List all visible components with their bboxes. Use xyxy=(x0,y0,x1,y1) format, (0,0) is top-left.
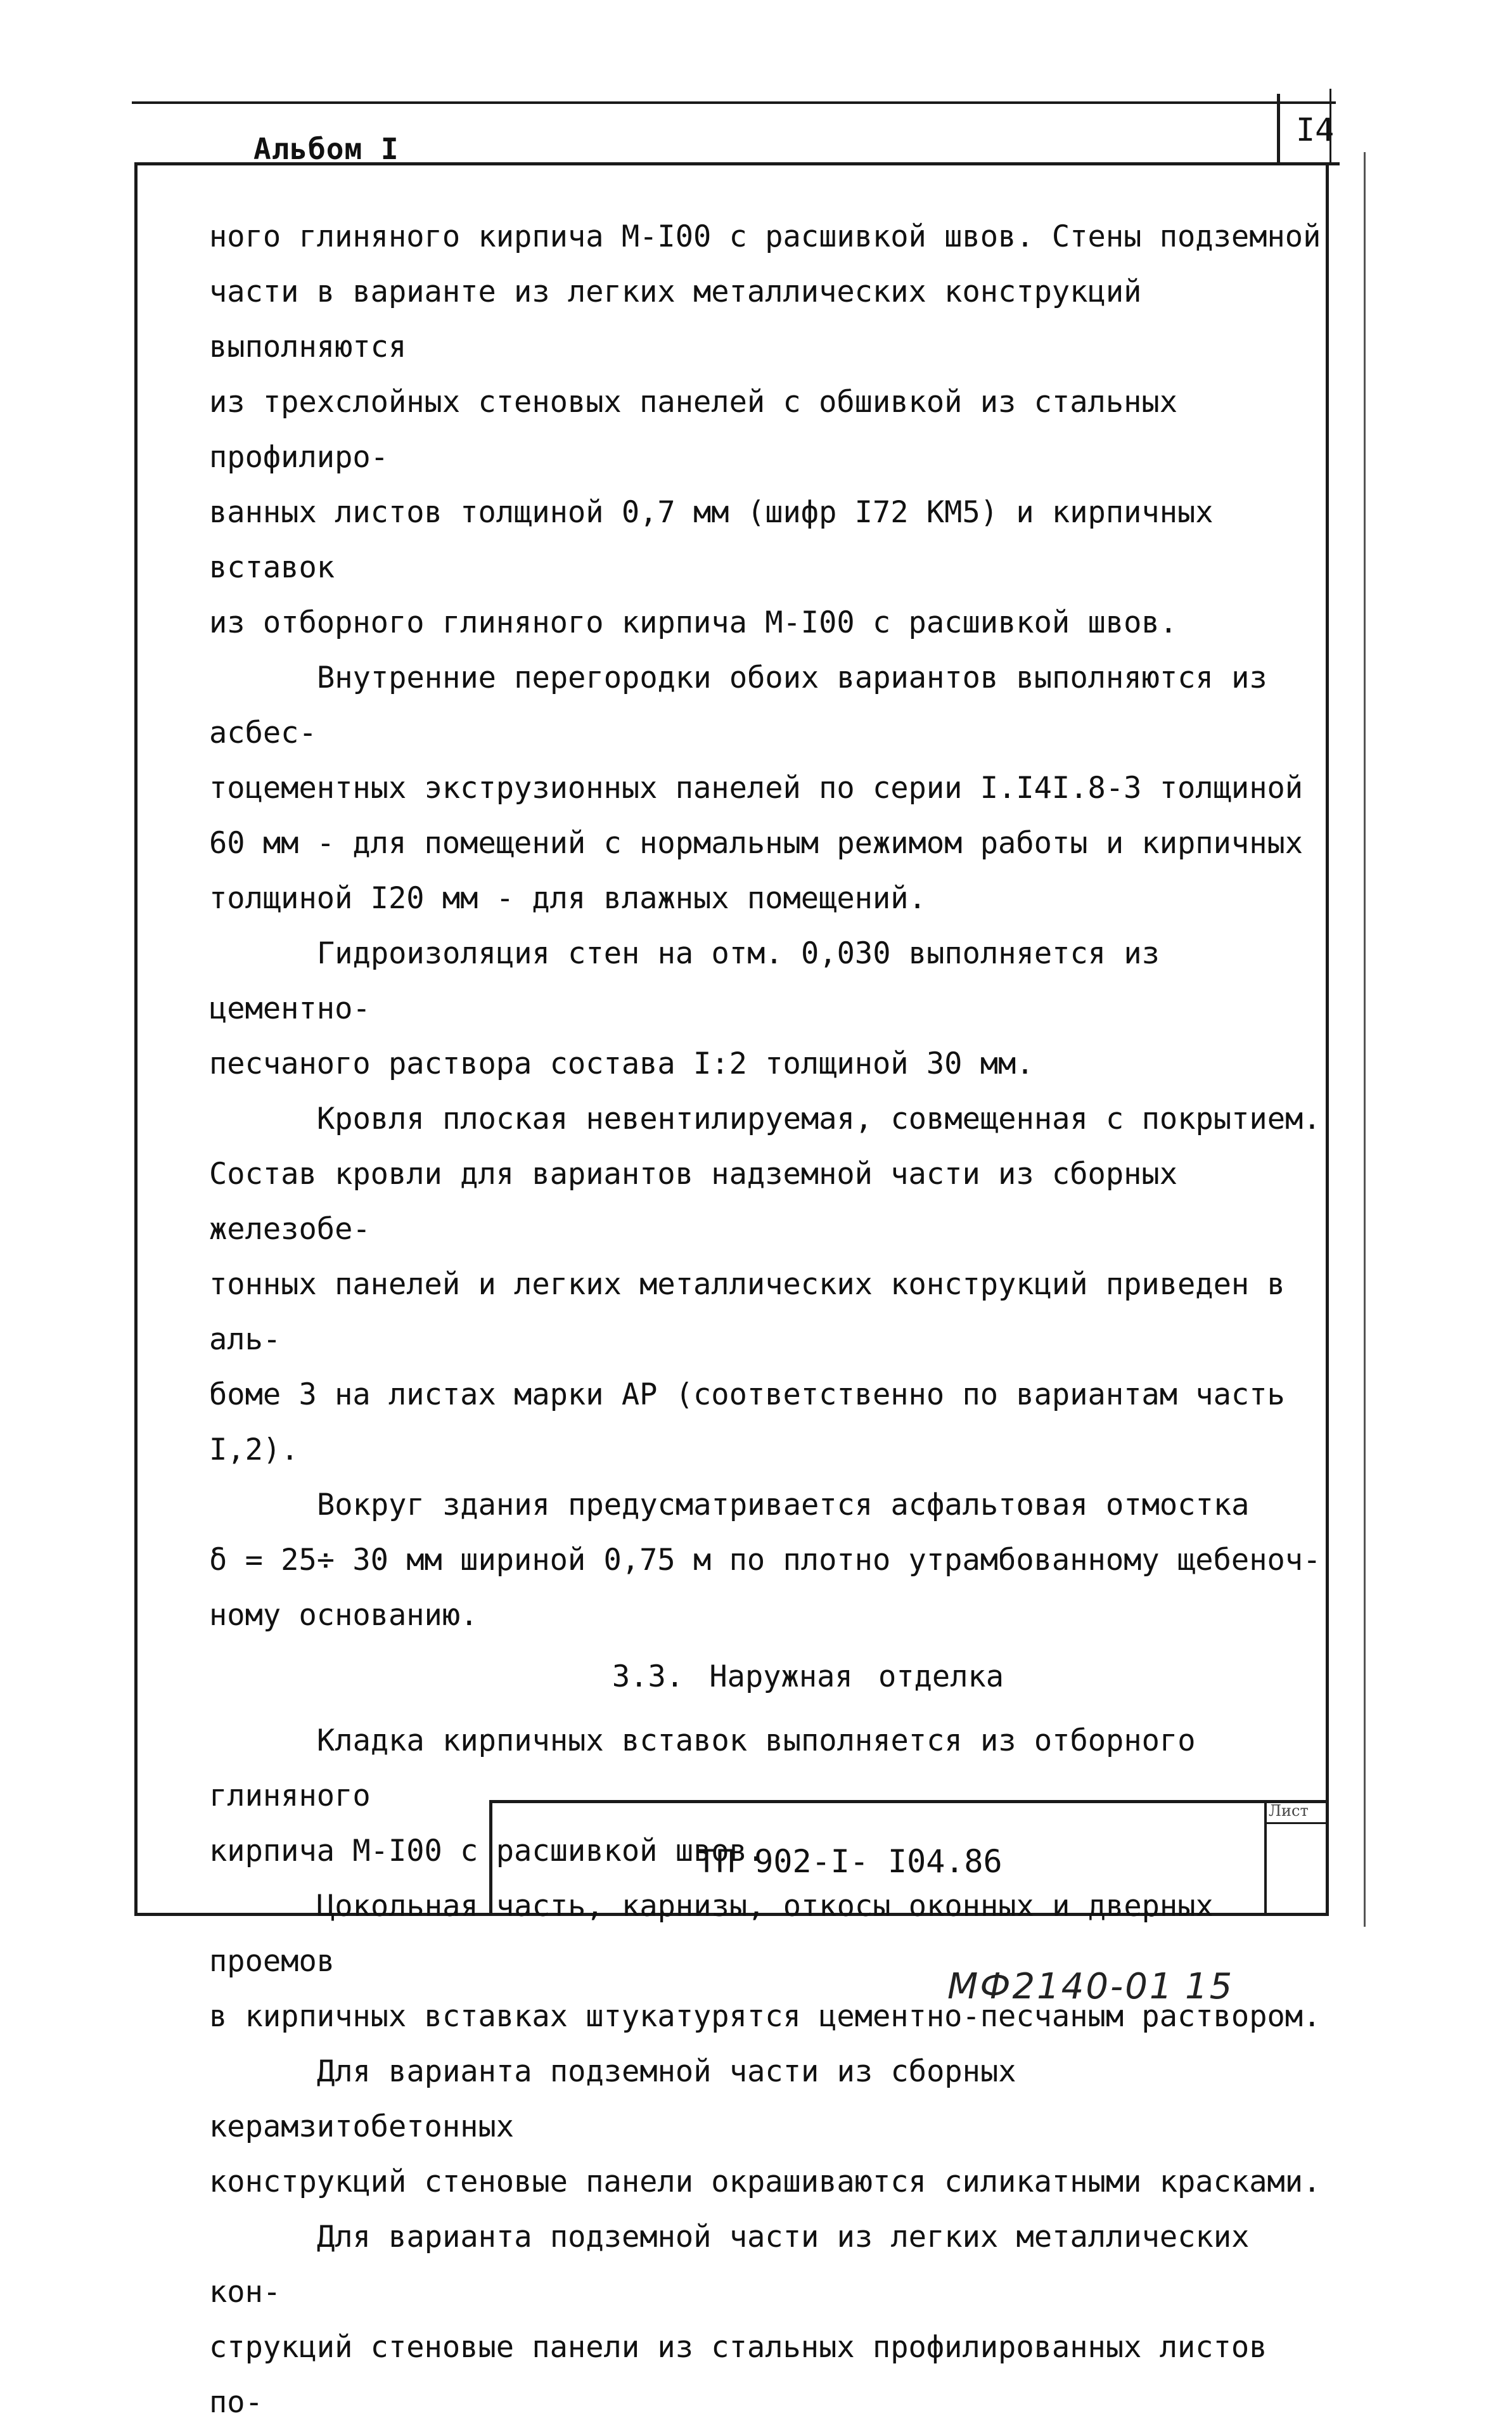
text-line: Внутренние перегородки обоих вариантов выполняются из асбес- xyxy=(209,660,1267,750)
text-line: Для варианта подземной части из легких металлических кон- xyxy=(209,2220,1250,2310)
paragraph xyxy=(209,2209,1331,2430)
document-code: ТП 902-I- I04.86 xyxy=(697,1843,1003,1880)
section-heading xyxy=(209,1649,1331,1704)
text-line: Для варианта подземной части из сборных керамзитобетонных xyxy=(209,2054,1016,2144)
handwritten-reference: МФ2140-01 xyxy=(947,1966,1174,2007)
document-body xyxy=(209,209,1331,2430)
text-line: 60 мм - для помещений с нормальным режимом работы и кирпичных xyxy=(209,826,1304,861)
text-line: из трехслойных стеновых панелей с обшивкой из стальных профилиро- xyxy=(209,385,1178,475)
text-line: в кирпичных вставках штукатурятся цементно-песчаным раствором. xyxy=(209,1999,1321,2034)
sheet-box-left xyxy=(1277,94,1280,164)
text-line: струкций стеновые панели из стальных профилированных листов по- xyxy=(209,2330,1267,2420)
text-line: Гидроизоляция стен на отм. 0,030 выполняется из цементно- xyxy=(209,936,1160,1026)
text-line: кирпича М-I00 с расшивкой швов. xyxy=(209,1834,766,1868)
text-line: части в варианте из легких металлических конструкций выполняются xyxy=(209,274,1142,364)
text-line: ному основанию. xyxy=(209,1598,478,1633)
text-line: Кладка кирпичных вставок выполняется из отборного глиняного xyxy=(209,1723,1196,1813)
stamp-sheet-label: Лист xyxy=(1269,1802,1309,1820)
album-label: Альбом I xyxy=(253,132,399,166)
text-line: тонных панелей и легких металлических конструкций приведен в аль- xyxy=(209,1267,1285,1357)
text-line: песчаного раствора состава I:2 толщиной 30 мм. xyxy=(209,1046,1034,1081)
paragraph xyxy=(209,1477,1331,1643)
paragraph xyxy=(209,209,1331,650)
handwritten-page: 15 xyxy=(1185,1966,1234,2007)
text-line: 3.3. Наружная отделка xyxy=(612,1659,1004,1694)
text-line: боме 3 на листах марки АР (соответственно по вариантам часть I,2). xyxy=(209,1377,1285,1467)
text-line: толщиной I20 мм - для влажных помещений. xyxy=(209,881,926,916)
text-line: ного глиняного кирпича М-I00 с расшивкой швов. Стены подземной xyxy=(209,219,1321,254)
text-line: тоцементных экструзионных панелей по серии I.I4I.8-3 толщиной xyxy=(209,771,1304,806)
paragraph xyxy=(209,2044,1331,2209)
text-line: Кровля плоская невентилируемая, совмещенная с покрытием. xyxy=(317,1102,1321,1136)
sheet-number: I4 xyxy=(1296,112,1335,148)
paragraph xyxy=(209,1091,1331,1477)
text-line: δ = 25÷ 30 мм шириной 0,75 м по плотно утрамбованному щебеноч- xyxy=(209,1543,1321,1578)
text-line: Состав кровли для вариантов надземной части из сборных железобе- xyxy=(209,1157,1178,1247)
text-line: из отборного глиняного кирпича М-I00 с расшивкой швов. xyxy=(209,605,1178,640)
frame-top-line xyxy=(132,101,1336,104)
paragraph xyxy=(209,650,1331,926)
text-line: конструкций стеновые панели окрашиваются силикатными красками. xyxy=(209,2164,1321,2199)
paragraph xyxy=(209,1879,1331,2044)
text-line: Вокруг здания предусматривается асфальтовая отмостка xyxy=(317,1488,1250,1522)
text-line: Цокольная часть, карнизы, откосы оконных и дверных проемов xyxy=(209,1889,1214,1979)
text-line: ванных листов толщиной 0,7 мм (шифр I72 КМ5) и кирпичных вставок xyxy=(209,495,1214,585)
outer-right-edge xyxy=(1364,152,1366,1927)
frame-left-line xyxy=(134,162,138,1915)
paragraph xyxy=(209,926,1331,1091)
